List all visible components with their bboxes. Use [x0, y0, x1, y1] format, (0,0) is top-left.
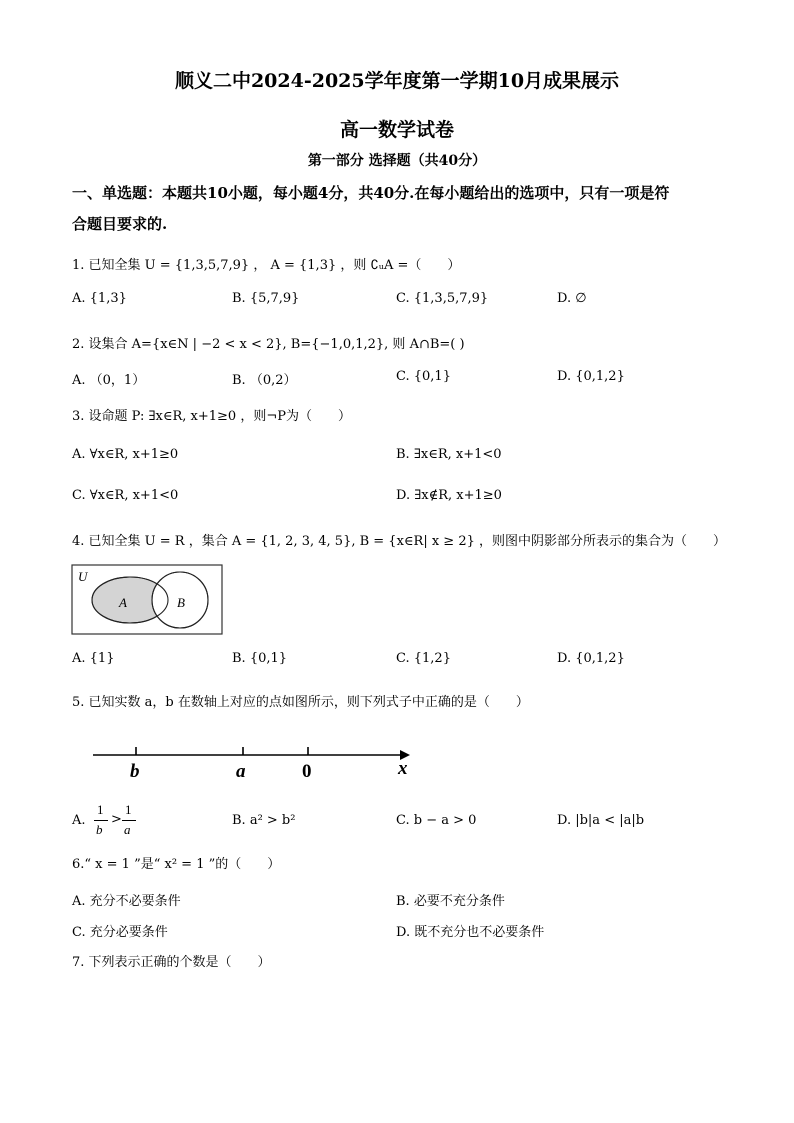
q4-option-b: B. {0,1}: [232, 651, 288, 666]
q6-option-a: A. 充分不必要条件: [72, 894, 181, 909]
q6-option-b: B. 必要不充分条件: [396, 894, 505, 909]
frac2-bar: [122, 820, 136, 821]
q5-option-a-fraction: [94, 802, 150, 840]
q1-option-c: C. {1,3,5,7,9}: [396, 291, 489, 306]
q3-option-d: D. ∃x∉R, x+1≥0: [396, 488, 502, 503]
q1-option-d: D. ∅: [557, 291, 587, 306]
question-3-stem: 3. 设命题 P: ∃x∈R, x+1≥0 ，则¬P为（ ）: [72, 409, 351, 424]
q6-option-c: C. 充分必要条件: [72, 925, 168, 940]
number-line: [88, 740, 423, 785]
q4-option-c: C. {1,2}: [396, 651, 451, 666]
q1-option-b: B. {5,7,9}: [232, 291, 300, 306]
frac1-denominator: b: [96, 822, 103, 837]
question-6-stem: 6.“ x = 1 ”是“ x² = 1 ”的（ ）: [72, 857, 281, 872]
part-heading: 第一部分 选择题（共40分）: [307, 153, 487, 169]
q5-option-c: C. b − a > 0: [396, 813, 477, 828]
q2-option-b: B. （0,2）: [232, 373, 297, 388]
q2-option-d: D. {0,1,2}: [557, 369, 625, 384]
q3-option-c: C. ∀x∈R, x+1<0: [72, 488, 179, 503]
page-subtitle: 高一数学试卷: [339, 119, 454, 141]
page-title: 顺义二中2024-2025学年度第一学期10月成果展示: [174, 70, 620, 92]
q3-option-b: B. ∃x∈R, x+1<0: [396, 447, 502, 462]
q2-option-a: A. （0，1）: [72, 373, 146, 388]
q4-option-d: D. {0,1,2}: [557, 651, 625, 666]
venn-label-b: B: [177, 595, 185, 610]
q5-option-b: B. a² > b²: [232, 813, 296, 828]
frac2-denominator: a: [124, 822, 131, 837]
question-2-stem: 2. 设集合 A={x∈N | −2 < x < 2}, B={−1,0,1,2}, 则 A∩B=( ): [72, 337, 465, 352]
label-b: b: [130, 761, 140, 782]
question-7-stem: 7. 下列表示正确的个数是（ ）: [72, 955, 271, 970]
q4-option-a: A. {1}: [72, 651, 115, 666]
frac1-numerator: 1: [97, 802, 104, 817]
label-zero: 0: [302, 761, 312, 782]
q5-option-a: A.: [72, 813, 86, 828]
frac2-numerator: 1: [125, 802, 132, 817]
question-4-stem: 4. 已知全集 U = R ，集合 A = {1, 2, 3, 4, 5}, B = {x∈R| x ≥ 2} ，则图中阴影部分所表示的集合为（ ）: [72, 534, 726, 549]
q6-option-d: D. 既不充分也不必要条件: [396, 925, 545, 940]
q5-option-d: D. |b|a < |a|b: [557, 813, 645, 828]
q3-option-a: A. ∀x∈R, x+1≥0: [72, 447, 179, 462]
label-a: a: [236, 761, 246, 782]
venn-label-u: U: [78, 569, 88, 584]
frac1-bar: [94, 820, 108, 821]
question-5-stem: 5. 已知实数 a，b 在数轴上对应的点如图所示，则下列式子中正确的是（ ）: [72, 695, 529, 710]
q1-option-a: A. {1,3}: [72, 291, 127, 306]
section-heading-line1: 一、单选题：本题共10小题，每小题4分，共40分.在每小题给出的选项中，只有一项是符: [72, 184, 670, 202]
label-x: x: [398, 758, 408, 779]
section-heading-line2: 合题目要求的.: [72, 215, 168, 233]
frac-operator: >: [111, 812, 122, 827]
q2-option-c: C. {0,1}: [396, 369, 451, 384]
venn-label-a: A: [119, 595, 127, 610]
venn-diagram: [70, 563, 226, 637]
question-1-stem: 1. 已知全集 U = {1,3,5,7,9} ， A = {1,3} ，则 ∁ᵤA =（ ）: [72, 258, 461, 273]
